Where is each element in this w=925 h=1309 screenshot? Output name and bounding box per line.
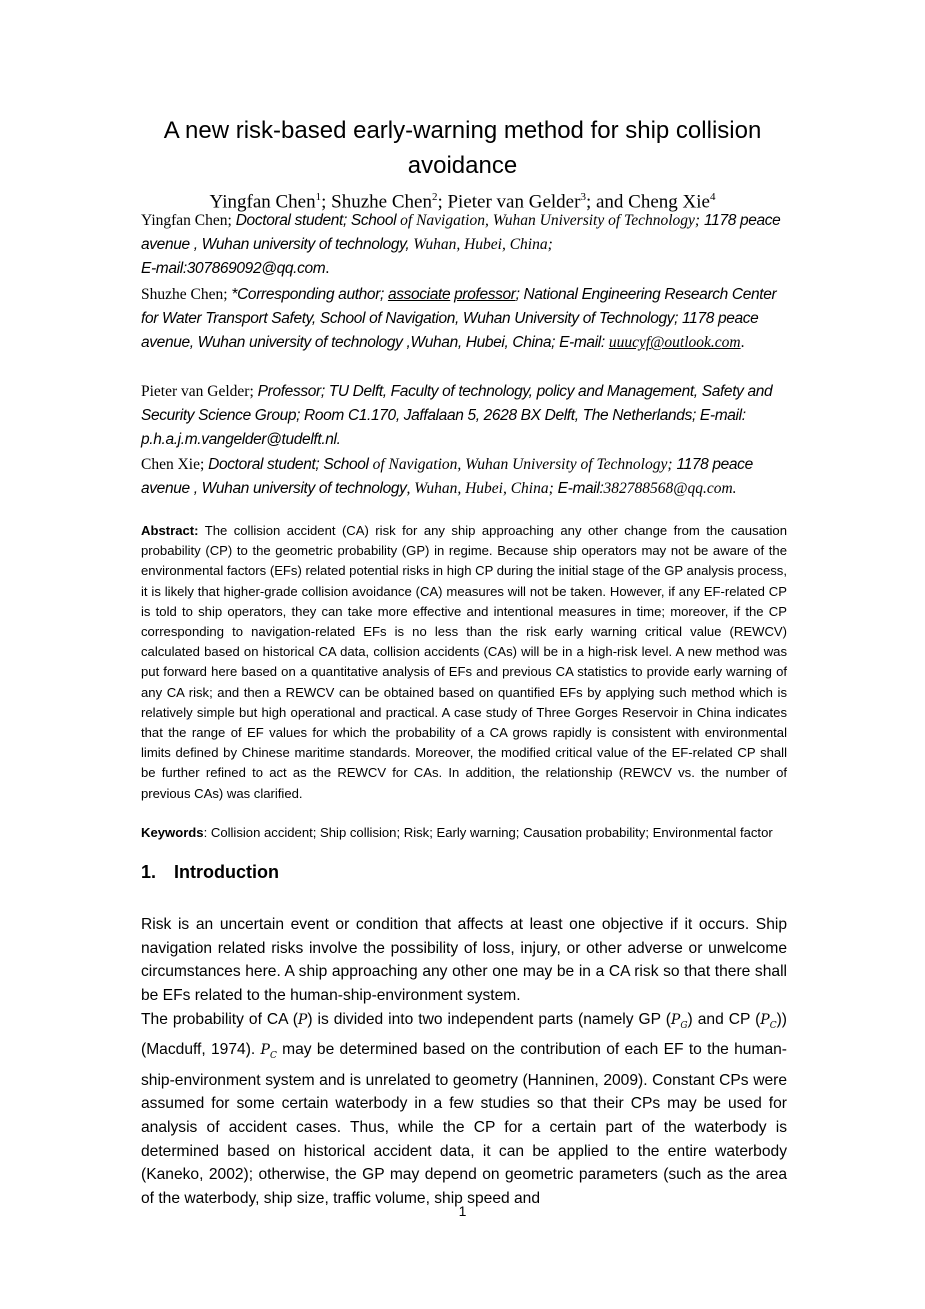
affiliation-email[interactable]: 382788568@qq.com.	[603, 480, 737, 498]
affiliation-2	[141, 283, 791, 356]
keywords-text: : Collision accident; Ship collision; Risk; Early warning; Causation probability; Environmental factor	[203, 825, 773, 840]
math-base: P	[670, 1012, 681, 1028]
affiliation-role-underlined: professor	[454, 286, 516, 303]
affiliation-school: of Navigation, Wuhan University of Technology;	[372, 456, 673, 473]
author-separator: ;	[321, 191, 332, 213]
abstract-label: Abstract:	[141, 523, 199, 538]
paper-title: A new risk-based early-warning method for ship collision avoidance	[163, 117, 762, 179]
author-name: Cheng Xie	[628, 191, 710, 213]
affiliation-role: Doctoral student; School	[235, 212, 401, 229]
text-run: ) is divided into two independent parts (namely GP (	[307, 1011, 671, 1028]
section-title: Introduction	[174, 862, 279, 882]
math-subscript: C	[269, 1051, 277, 1062]
author-separator: ;	[437, 191, 448, 213]
author-affiliation-mark: 1	[315, 191, 322, 203]
affiliation-details: Professor; TU Delft, Faculty of technology, policy and Management, Safety and Security Science Group; Room C1.170, Jaffalaan 5, 2628 BX Delft, The Netherlands; E-mail: p.h.a.j.m.vangelder@tudelft.nl	[141, 383, 773, 449]
text-run: The probability of CA (	[141, 1011, 298, 1028]
text-run: ) and CP (	[687, 1011, 761, 1028]
math-base: P	[260, 1042, 270, 1059]
affiliation-author: Shuzhe Chen;	[141, 286, 232, 303]
affiliation-author: Pieter van Gelder;	[141, 383, 258, 400]
intro-paragraph-1: Risk is an uncertain event or condition that affects at least one objective if it occurs. Ship navigation related risks involve the possibility of loss, injury, or other adverse or unwelcome circumstances here. A ship approaching any other one may be in a CA risk so that there shall be EFs related to the human-ship-environment system.	[141, 916, 787, 1004]
affiliation-role-underlined: associate	[387, 286, 451, 303]
math-symbol	[260, 1042, 277, 1062]
affiliation-details: ; National Engineering Research Center for Water Transport Safety, School of Navigation, Wuhan University of Technology; 1178 peace avenue, Wuhan university of technology ,Wuhan, Hubei, China; E-mail:	[141, 286, 777, 352]
affiliation-author: Yingfan Chen;	[141, 212, 236, 229]
math-subscript: G	[680, 1020, 688, 1031]
keywords	[141, 823, 787, 843]
keywords-label: Keywords	[141, 825, 204, 840]
section-number: 1.	[141, 862, 157, 882]
author-separator: ; and	[585, 191, 629, 213]
affiliation-address: 1178 peace avenue , Wuhan university of technology	[141, 456, 753, 498]
affiliation-4	[141, 453, 791, 501]
text-run: may be determined based on the contribution of each EF to the human-ship-environment system and is unrelated to geometry (Hanninen, 2009). Constant CPs were assumed for some certain waterbody in a few studies so that their CPs may be used for analysis of accident cases. Thus, while the CP for a certain part of the waterbody is determined based on historical accident data, it can be applied to the entire waterbody (Kaneko, 2002); otherwise, the GP may depend on geometric parameters (such as the area of the waterbody, ship size, traffic volume, ship speed and	[141, 1041, 787, 1207]
abstract-text: The collision accident (CA) risk for any ship approaching any other change from the causation probability (CP) to the geometric probability (GP) in regime. Because ship operators may not be aware of the environmental factors (EFs) related potential risks in high CP during the initial stage of the GP analysis process, it is likely that higher-grade collision avoidance (CA) measures will not be taken. However, if any EF-related CP is told to ship operators, they can take more effective and intentional measures in time; moreover, if the CP corresponding to navigation-related EFs is no less than the risk early warning critical value (REWCV) calculated based on historical CA data, collision accidents (CAs) will be in a high-risk level. A new method was put forward here based on a quantitative analysis of EFs and previous CA statistics to provide early warning of any CA risk; and then a REWCV can be obtained based on quantified EFs by applying such method which is relatively simple but high operational and practical. A case study of Three Gorges Reservoir in China indicates that the range of EF values for which the probability of a CA grows rapidly is consistent with environmental limits defined by Chinese maritime standards. Moreover, the modified critical value of the EF-related CP shall be further refined to act as the REWCV for CAs. In addition, the relationship (REWCV vs. the number of previous CAs) was clarified.	[141, 523, 787, 801]
affiliation-city: Wuhan, Hubei, China;	[413, 236, 553, 254]
affiliation-punct: .	[325, 260, 330, 278]
math-base: P	[760, 1012, 770, 1028]
affiliation-email-label: E-mail:	[557, 480, 604, 498]
affiliation-school: of Navigation, Wuhan University of Technology;	[400, 212, 701, 229]
affiliation-role: *Corresponding author;	[231, 286, 388, 303]
text-run: )) (Macduff, 1974).	[141, 1011, 787, 1059]
intro-paragraph-2	[141, 1008, 787, 1210]
math-symbol	[670, 1012, 688, 1031]
affiliation-author: Chen Xie;	[141, 456, 209, 473]
author-name: Yingfan Chen	[209, 191, 316, 213]
affiliation-email[interactable]: uuucyf@outlook.com	[608, 334, 741, 352]
abstract	[141, 521, 787, 804]
author-affiliation-mark: 4	[709, 191, 716, 203]
math-subscript: C	[769, 1020, 777, 1031]
math-symbol	[760, 1012, 777, 1031]
affiliation-email[interactable]: E-mail:307869092@qq.com	[141, 260, 326, 278]
author-name: Shuzhe Chen	[331, 191, 432, 213]
math-symbol: P	[297, 1012, 308, 1028]
section-heading	[141, 860, 279, 884]
affiliation-address: 1178 peace avenue , Wuhan university of technology,	[141, 212, 781, 254]
affiliation-punct: .	[740, 334, 745, 352]
affiliation-1	[141, 209, 791, 282]
affiliation-3	[141, 380, 791, 453]
author-name: Pieter van Gelder	[447, 191, 581, 213]
affiliation-role: Doctoral student; School	[208, 456, 373, 473]
page-number: 1	[458, 1203, 467, 1219]
affiliation-city: , Wuhan, Hubei, China;	[406, 480, 558, 498]
author-affiliation-mark: 2	[431, 191, 438, 203]
affiliation-punct: .	[336, 431, 341, 449]
author-affiliation-mark: 3	[580, 191, 586, 203]
